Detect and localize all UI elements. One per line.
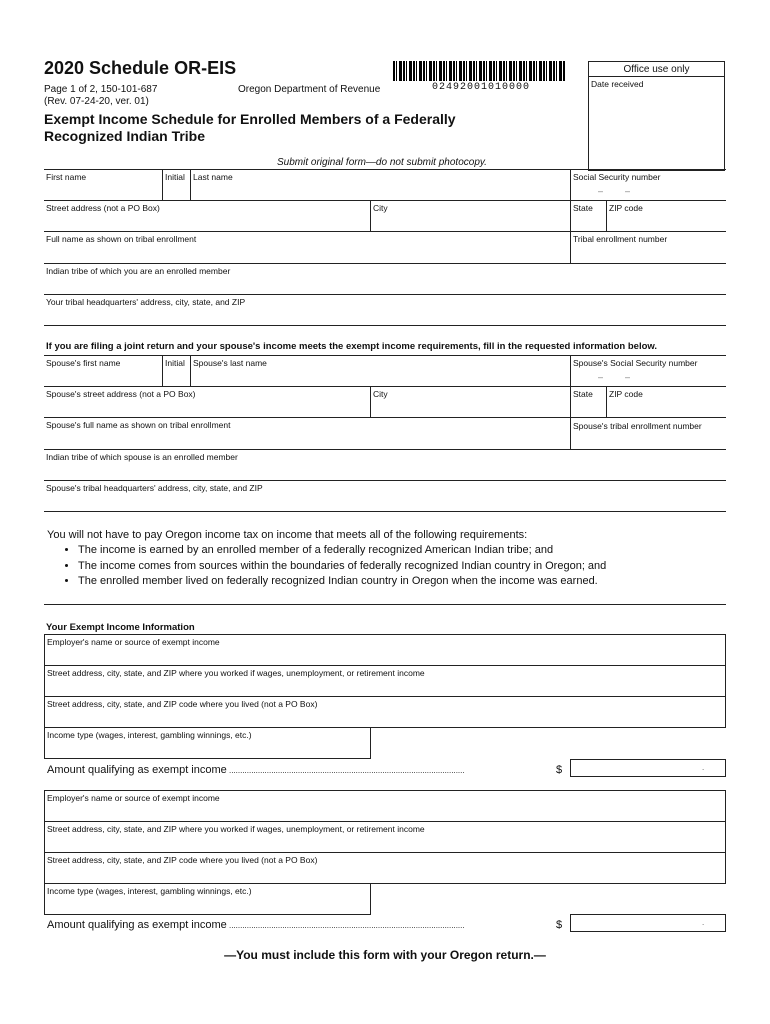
requirements-intro: You will not have to pay Oregon income tax on income that meets all of the following requirements: bbox=[47, 529, 528, 541]
initial-label: Initial bbox=[165, 172, 185, 182]
form-title: 2020 Schedule OR-EIS bbox=[44, 58, 237, 78]
lived-address-label-2: Street address, city, state, and ZIP code where you lived (not a PO Box) bbox=[47, 855, 318, 865]
first-name-label: First name bbox=[46, 172, 87, 182]
lived-address-label-1: Street address, city, state, and ZIP code where you lived (not a PO Box) bbox=[47, 699, 318, 709]
worked-address-label-1: Street address, city, state, and ZIP where you worked if wages, unemployment, or retirement income bbox=[47, 668, 425, 678]
spouse-full-name-label: Spouse's full name as shown on tribal enrollment bbox=[46, 420, 231, 430]
revision: (Rev. 07-24-20, ver. 01) bbox=[44, 96, 149, 107]
city-label: City bbox=[373, 203, 388, 213]
income-type-label-2: Income type (wages, interest, gambling winnings, etc.) bbox=[47, 886, 252, 896]
spouse-tribe-label: Indian tribe of which spouse is an enrolled member bbox=[46, 452, 238, 462]
spouse-zip-label: ZIP code bbox=[609, 389, 643, 399]
department: Oregon Department of Revenue bbox=[238, 84, 381, 95]
dollar-sign-2: $ bbox=[556, 919, 563, 931]
dollar-sign-1: $ bbox=[556, 764, 563, 776]
state-label: State bbox=[573, 203, 593, 213]
requirement-item: • The income comes from sources within the boundaries of federally recognized Indian country in Oregon; and bbox=[78, 559, 606, 575]
tribe-label: Indian tribe of which you are an enrolled member bbox=[46, 266, 231, 276]
spouse-state-label: State bbox=[573, 389, 593, 399]
worked-address-label-2: Street address, city, state, and ZIP where you worked if wages, unemployment, or retirement income bbox=[47, 824, 425, 834]
spouse-first-name-label: Spouse's first name bbox=[46, 358, 121, 368]
footer-note: —You must include this form with your Oregon return.— bbox=[224, 948, 546, 962]
date-received-label: Date received bbox=[591, 79, 644, 89]
requirements-list bbox=[62, 543, 606, 590]
enrollment-number-label: Tribal enrollment number bbox=[573, 234, 668, 244]
office-use-box bbox=[588, 61, 725, 171]
submit-note: Submit original form—do not submit photocopy. bbox=[277, 157, 487, 168]
full-name-label: Full name as shown on tribal enrollment bbox=[46, 234, 197, 244]
hq-label: Your tribal headquarters' address, city, state, and ZIP bbox=[46, 297, 246, 307]
requirement-item: • The enrolled member lived on federally recognized Indian country in Oregon when the income was earned. bbox=[78, 574, 606, 590]
subtitle-line-1: Exempt Income Schedule for Enrolled Members of a Federally bbox=[44, 111, 456, 127]
requirement-item: • The income is earned by an enrolled member of a federally recognized American Indian tribe; and bbox=[78, 543, 606, 559]
spouse-last-name-label: Spouse's last name bbox=[193, 358, 267, 368]
amount-label-2: Amount qualifying as exempt income .......................................................................................................... bbox=[47, 919, 465, 931]
spouse-enrollment-number-label: Spouse's tribal enrollment number bbox=[573, 421, 702, 431]
spouse-intro: If you are filing a joint return and your spouse's income meets the exempt income requirements, fill in the requested information below. bbox=[46, 341, 658, 352]
spouse-ssn-label: Spouse's Social Security number bbox=[573, 358, 698, 368]
spouse-hq-label: Spouse's tribal headquarters' address, city, state, and ZIP bbox=[46, 483, 263, 493]
spouse-city-label: City bbox=[373, 389, 388, 399]
spouse-street-label: Spouse's street address (not a PO Box) bbox=[46, 389, 196, 399]
barcode-number: 02492001010000 bbox=[432, 82, 531, 93]
exempt-heading: Your Exempt Income Information bbox=[46, 622, 195, 633]
last-name-label: Last name bbox=[193, 172, 233, 182]
office-use-label: Office use only bbox=[623, 64, 690, 75]
spouse-initial-label: Initial bbox=[165, 358, 185, 368]
ssn-label: Social Security number bbox=[573, 172, 661, 182]
zip-label: ZIP code bbox=[609, 203, 643, 213]
amount-label-1: Amount qualifying as exempt income .......................................................................................................... bbox=[47, 764, 465, 776]
employer-label-2: Employer's name or source of exempt income bbox=[47, 793, 220, 803]
subtitle-line-2: Recognized Indian Tribe bbox=[44, 128, 206, 144]
street-label: Street address (not a PO Box) bbox=[46, 203, 160, 213]
employer-label-1: Employer's name or source of exempt income bbox=[47, 637, 220, 647]
barcode bbox=[393, 61, 565, 81]
page-info: Page 1 of 2, 150-101-687 bbox=[44, 84, 158, 95]
income-type-label-1: Income type (wages, interest, gambling winnings, etc.) bbox=[47, 730, 252, 740]
